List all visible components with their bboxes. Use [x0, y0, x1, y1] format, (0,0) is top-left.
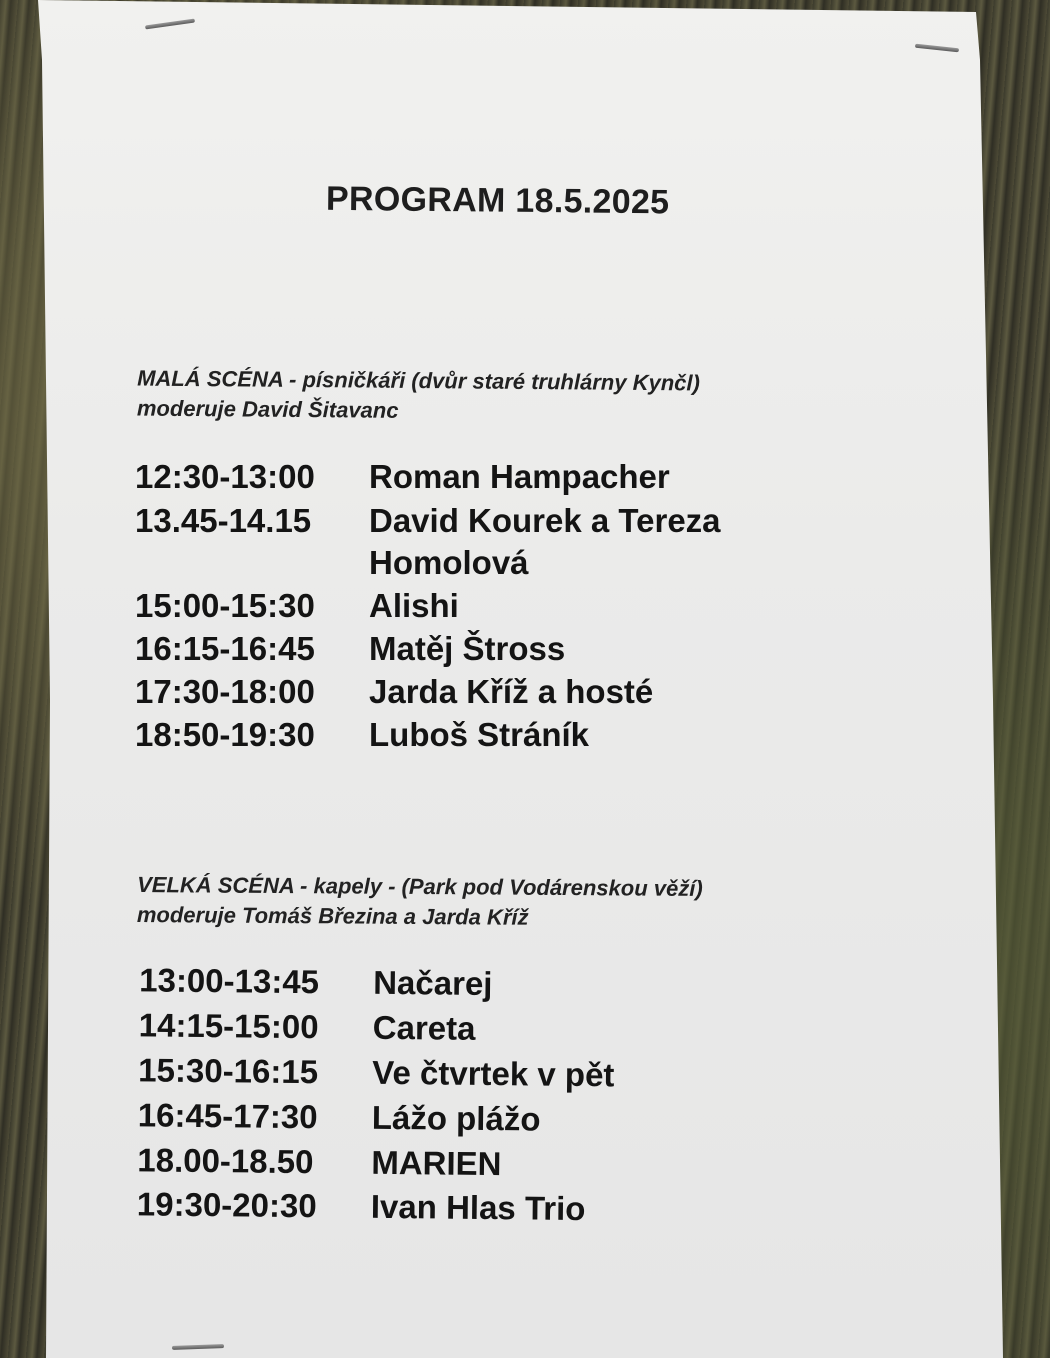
stage-title: MALÁ SCÉNA - písničkáři (dvůr staré truhlárny Kynčl): [137, 365, 700, 396]
schedule-small-stage: [135, 458, 835, 758]
slot-act: Luboš Stráník: [369, 716, 590, 753]
page-title: PROGRAM 18.5.2025: [325, 179, 670, 222]
schedule-row: [135, 630, 565, 668]
slot-act: Ivan Hlas Trio: [370, 1187, 586, 1228]
slot-act: MARIEN: [371, 1143, 502, 1183]
schedule-row: [137, 1185, 586, 1228]
stage-heading-large: [137, 870, 703, 934]
schedule-row: [135, 587, 459, 625]
schedule-row: [135, 716, 589, 754]
slot-act: Matěj Štross: [369, 630, 566, 667]
stage-title: VELKÁ SCÉNA - kapely - (Park pod Vodárenskou věží): [137, 872, 703, 901]
slot-time: 13.45-14.15: [135, 502, 312, 539]
schedule-row: [135, 673, 653, 711]
slot-act: Roman Hampacher: [369, 458, 670, 495]
slot-time: 16:45-17:30: [137, 1096, 318, 1136]
slot-time: 18.00-18.50: [137, 1141, 314, 1181]
slot-time: 15:30-16:15: [138, 1051, 319, 1091]
slot-time: 15:00-15:30: [135, 587, 315, 624]
slot-act: Načarej: [373, 963, 493, 1003]
schedule-row: [135, 502, 721, 540]
slot-act: Jarda Kříž a hosté: [369, 673, 654, 710]
schedule-row: [139, 1006, 476, 1048]
slot-act-continuation: Homolová: [369, 544, 529, 581]
stage-heading-small: [137, 364, 700, 429]
slot-time: 19:30-20:30: [136, 1185, 317, 1225]
slot-time: 12:30-13:00: [135, 458, 315, 495]
slot-time: 14:15-15:00: [138, 1006, 319, 1046]
slot-act: Lážo plážo: [371, 1098, 541, 1138]
stage-moderator: moderuje Tomáš Březina a Jarda Kříž: [136, 902, 529, 930]
slot-time: 16:15-16:45: [135, 630, 315, 667]
schedule-row: [135, 458, 670, 496]
slot-act: Alishi: [369, 587, 459, 624]
stage-moderator: moderuje David Šitavanc: [136, 395, 399, 423]
schedule-row: [137, 1141, 502, 1183]
schedule-row: [139, 961, 493, 1003]
slot-act: David Kourek a Tereza: [369, 502, 721, 539]
schedule-large-stage: [137, 961, 840, 1238]
schedule-row: [138, 1051, 615, 1094]
slot-time: 18:50-19:30: [135, 716, 315, 753]
slot-act: Careta: [372, 1008, 476, 1047]
slot-act: Ve čtvrtek v pět: [372, 1053, 615, 1094]
schedule-row: [138, 1096, 541, 1138]
slot-time: 13:00-13:45: [139, 961, 320, 1001]
slot-time: 17:30-18:00: [135, 673, 315, 710]
